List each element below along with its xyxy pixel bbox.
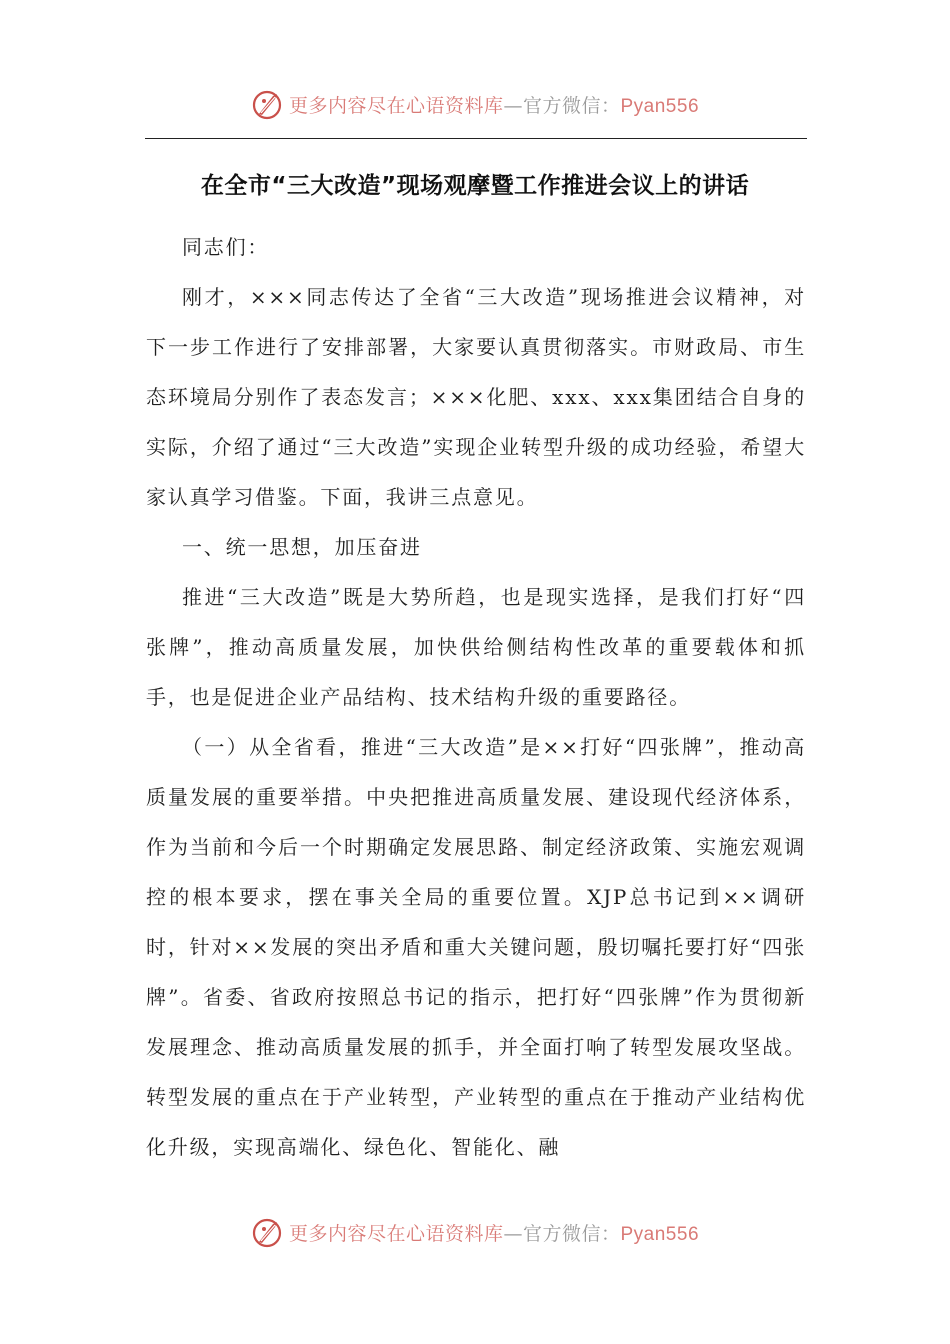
intro-paragraph: 刚才，×××同志传达了全省“三大改造”现场推进会议精神，对下一步工作进行了安排部署，大家要认真贯彻落实。市财政局、市生态环境局分别作了表态发言；×××化肥、xxx、xxx集团结合自身的实际，介绍了通过“三大改造”实现企业转型升级的成功经验，希望大家认真学习借鉴。下面，我讲三点意见。 bbox=[146, 285, 806, 509]
footer-brand-text: 更多内容尽在心语资料库 bbox=[288, 1222, 504, 1245]
document-body bbox=[146, 222, 806, 1172]
subsection-1-paragraph: （一）从全省看，推进“三大改造”是××打好“四张牌”，推动高质量发展的重要举措。中央把推进高质量发展、建设现代经济体系，作为当前和今后一个时期确定发展思路、制定经济政策、实施宏观调控的根本要求，摆在事关全局的重要位置。XJP总书记到××调研时，针对××发展的突出矛盾和重大关键问题，殷切嘱托要打好“四张牌”。省委、省政府按照总书记的指示，把打好“四张牌”作为贯彻新发展理念、推动高质量发展的抓手，并全面打响了转型发展攻坚战。转型发展的重点在于产业转型，产业转型的重点在于推动产业结构优化升级，实现高端化、绿色化、智能化、融 bbox=[146, 735, 806, 1159]
footer-separator: — bbox=[503, 1222, 523, 1245]
footer-banner bbox=[0, 1212, 950, 1252]
quill-pen-seal-icon bbox=[251, 1215, 285, 1249]
header-divider bbox=[145, 138, 807, 139]
header-banner-text bbox=[289, 91, 699, 118]
footer-wechat-label: 官方微信： bbox=[522, 1222, 621, 1245]
header-separator: — bbox=[503, 94, 523, 117]
footer-wechat-id: Pyan556 bbox=[620, 1223, 700, 1245]
footer-banner-text bbox=[289, 1219, 699, 1246]
document-title: 在全市“三大改造”现场观摩暨工作推进会议上的讲话 bbox=[200, 173, 750, 199]
header-banner bbox=[0, 84, 950, 124]
salutation-paragraph: 同志们： bbox=[182, 235, 270, 259]
header-wechat-label: 官方微信： bbox=[522, 94, 621, 117]
header-wechat-id: Pyan556 bbox=[620, 95, 700, 117]
section-1-paragraph: 推进“三大改造”既是大势所趋，也是现实选择，是我们打好“四张牌”，推动高质量发展，加快供给侧结构性改革的重要载体和抓手，也是促进企业产品结构、技术结构升级的重要路径。 bbox=[146, 585, 806, 709]
header-brand-text: 更多内容尽在心语资料库 bbox=[288, 94, 504, 117]
section-heading-1: 一、统一思想，加压奋进 bbox=[182, 535, 422, 559]
quill-pen-seal-icon bbox=[251, 87, 285, 121]
